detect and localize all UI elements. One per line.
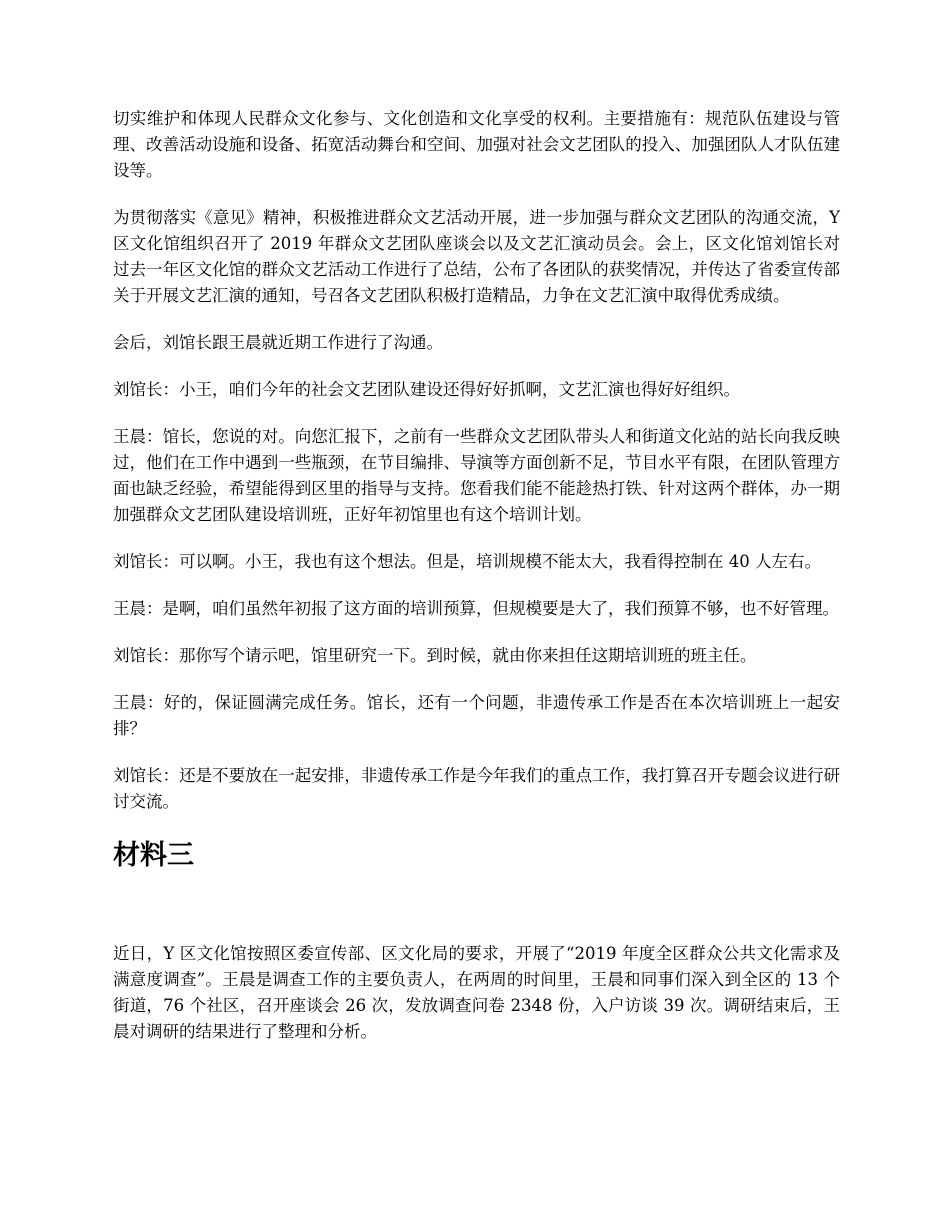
- dialogue-liu-2: 刘馆长：可以啊。小王，我也有这个想法。但是，培训规模不能太大，我看得控制在 40 人左右。: [113, 552, 821, 571]
- dialogue-liu-3: 刘馆长：那你写个请示吧，馆里研究一下。到时候，就由你来担任这期培训班的班主任。: [113, 646, 757, 665]
- paragraph-measures: 切实维护和体现人民群众文化参与、文化创造和文化享受的权利。主要措施有：规范队伍建设与管理、改善活动设施和设备、拓宽活动舞台和空间、加强对社会文艺团队的投入、加强团队人才队伍建设等。: [113, 109, 840, 180]
- dialogue-liu-4: 刘馆长：还是不要放在一起安排，非遗传承工作是今年我们的重点工作，我打算召开专题会议进行研讨交流。: [113, 766, 840, 811]
- dialogue-wang-2: 王晨：是啊，咱们虽然年初报了这方面的培训预算，但规模要是大了，我们预算不够，也不好管理。: [113, 599, 839, 618]
- dialogue-wang-1: 王晨：馆长，您说的对。向您汇报下，之前有一些群众文艺团队带头人和街道文化站的站长向我反映过，他们在工作中遇到一些瓶颈，在节目编排、导演等方面创新不足，节目水平有限，在团队管理方面也缺乏经验，希望能得到区里的指导与支持。您看我们能不能趁热打铁、针对这两个群体，办一期加强群众文艺团队建设培训班，正好年初馆里也有这个培训计划。: [113, 427, 840, 524]
- section-heading: 材料三: [113, 840, 194, 871]
- dialogue-wang-3: 王晨：好的，保证圆满完成任务。馆长，还有一个问题，非遗传承工作是否在本次培训班上一起安排？: [113, 693, 840, 738]
- document-page: [113, 106, 840, 1066]
- paragraph-symposium: 为贯彻落实《意见》精神，积极推进群众文艺活动开展，进一步加强与群众文艺团队的沟通交流，Y 区文化馆组织召开了 2019 年群众文艺团队座谈会以及文艺汇演动员会。会上，区文化馆刘馆长对过去一年区文化馆的群众文艺活动工作进行了总结，公布了各团队的获奖情况，并传达了省委宣传部关于开展文艺汇演的通知，号召各文艺团队积极打造精品，力争在文艺汇演中取得优秀成绩。: [113, 208, 840, 305]
- dialogue-liu-1: 刘馆长：小王，咱们今年的社会文艺团队建设还得好好抓啊，文艺汇演也得好好组织。: [113, 380, 740, 399]
- paragraph-survey: 近日，Y 区文化馆按照区委宣传部、区文化局的要求，开展了“2019 年度全区群众公共文化需求及满意度调查”。王晨是调查工作的主要负责人，在两周的时间里，王晨和同事们深入到全区的 13 个街道，76 个社区，召开座谈会 26 次，发放调查问卷 2348 份，入户访谈 39 次。调研结束后，王晨对调研的结果进行了整理和分析。: [113, 944, 840, 1041]
- paragraph-after-meeting: 会后，刘馆长跟王晨就近期工作进行了沟通。: [113, 333, 443, 352]
